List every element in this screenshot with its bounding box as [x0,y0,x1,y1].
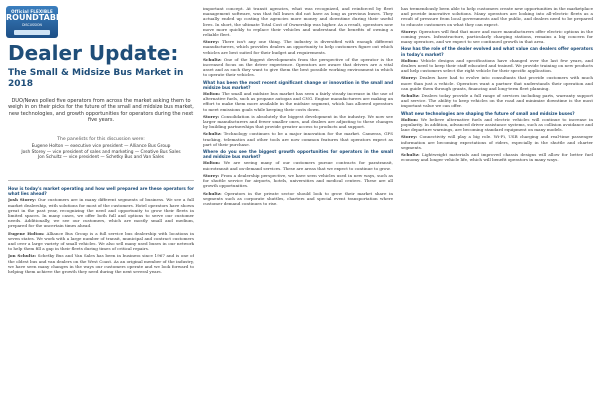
paragraph-text: Operators in the private sector should look to grow their market share in segments such as corporate shuttles, charters and special event transportation where customer demand continues to rise. [203,190,393,206]
answer-paragraph [203,39,393,55]
article-deck: DUO/News polled five operators from across the market asking them to weigh in on their picks for the future of the small and midsize bus market, new technologies, and growth opportunities for operators during the next five years. [8,98,194,124]
paragraph-text: We believe alternative fuels and electric vehicles will continue to increase in popularity. In addition, advanced driver assistance systems, such as collision avoidance and lane departure warnings, are becoming standard equipment on many models. [401,116,593,133]
speaker-name: Storey: [401,134,418,140]
paragraph-text: Alliance Bus Group is a full service bus dealership with locations in seven states. We work with a large number of transit, municipal and contract customers and over a large variety of small vehicles. We also sell many used buses in our network to help them fill a gap in their fleets during times of critical repairs. [8,230,194,252]
speaker-name: Schultz: [203,56,222,62]
speaker-name: Eugene Holton: [8,230,45,236]
paragraph-text: Schetky Bus and Van Sales has been in business since 1967 and is one of the oldest bus and van dealers on the West Coast. As an original member of the industry, we have seen many changes in the ways our customers operate and we look forward to helping them achieve the growth they need during the next several years. [8,253,194,275]
speaker-name: Schultz: [401,152,420,158]
text-column-1 [8,184,194,398]
speaker-name: Holton: [203,91,221,97]
paragraph-text: Dealers have had to evolve into consultants that provide customers with much more than just a vehicle. Operators want a partner that understands their operation and can guide them through grants, financing and long-term fleet planning. [401,75,593,91]
paragraph-text: Dealers today provide a full range of services including parts, warranty support and service. The ability to keep vehicles on the road and minimize downtime is the most important value we can offer. [401,93,593,109]
answer-paragraph [401,58,593,74]
answer-paragraph [203,91,393,112]
question-heading: Where do you see the biggest growth opportunities for operators in the small and midsize bus market? [203,149,393,160]
panelist-line: Eugene Holton — executive vice president — Alliance Bus Group [31,144,171,150]
question-heading: What new technologies are shaping the future of small and midsize buses? [401,110,575,116]
paragraph-text: Technology continues to be a major innovation for the market. Cameras, GPS tracking, telematics and other tools are now common features that operators expect as part of their purchase. [203,131,393,147]
question-heading: How has the role of the dealer evolved and what value can dealers offer operators in today's market? [401,46,593,57]
answer-paragraph [8,253,194,274]
answer-paragraph [203,6,393,37]
answer-paragraph [401,75,593,91]
answer-paragraph [203,114,393,130]
answer-paragraph [401,93,593,109]
speaker-name: Storey: [203,172,220,178]
paragraph-text: Consolidation is absolutely the biggest development in the industry. We now see larger manufacturers and fewer smaller ones, and dealers are adjusting to these changes by building partnerships that provide greater access to products and support. [203,113,393,130]
speaker-name: Schultz: [401,93,420,99]
roundtable-badge [6,6,67,38]
speaker-name: Jon Schultz: [8,253,37,259]
badge-subtitle: DISCUSSION [22,23,42,27]
paragraph-text: important concept. At transit agencies, what was recognized, and reinforced by fleet management software, was that full buses did not have as long as previous buses. They actually ended up costing the agencies more money and downtime during their useful lives. In short, the ultimate Total Cost of Ownership was higher. As a result, operators now move more quickly to replace their vehicles and understand the benefits of owning a reliable fleet. [203,6,393,38]
paragraph-text: Our customers are in many different segments of business. We see a full market dealership, with solutions for most of the customers. Hotel operators have shown great in the past year, recognizing the need and opportunity to grow their fleets in limited spaces. In many cases, we offer both full and options to serve our customer needs. Additionally, we see our customers, which are mostly small and medium, prepared for the uncertain times ahead. [8,197,194,229]
speaker-name: Holton: [401,116,419,122]
answer-paragraph [8,197,194,228]
question-heading: How is today's market operating and how well prepared are these operators for what lies ahead? [8,186,194,197]
article-title: Dealer Update: [8,41,179,65]
paragraph-text: From a dealership perspective, we have seen vehicles used in new ways, such as for shuttle service for airports, hotels, universities and medical centers. These are all growth opportunities. [203,172,393,189]
article-header [8,42,196,90]
answer-paragraph [203,173,393,189]
speaker-name: Schultz: [203,131,222,137]
speaker-name: Storey: [401,75,418,81]
panelist-line: Josh Storey — vice president of sales and marketing — Creative Bus Sales [21,149,181,155]
paragraph-text: We are seeing many of our customers pursue contracts for paratransit, microtransit and on-demand services. These are areas that we expect to continue to grow. [203,160,393,171]
speaker-name: Josh Storey: [8,197,37,203]
answer-paragraph [203,160,393,170]
text-column-2 [203,6,393,398]
answer-paragraph [401,6,593,27]
answer-paragraph [203,131,393,147]
panelist-line: Jon Schultz — vice president — Schetky Bus and Van Sales [38,155,164,161]
panelists-title: The panelists for this discussion were: [57,137,145,142]
answer-paragraph [203,191,393,207]
paragraph-text: Vehicle designs and specifications have changed over the last few years, and dealers need to keep their staff educated and trained. We provide training on new products and help customers select the right vehicle for their specific application. [401,57,593,74]
answer-paragraph [401,134,593,150]
speaker-name: Storey: [203,39,220,45]
badge-title: ROUNDTABLE [6,13,67,22]
panelists-box [8,137,194,161]
answer-paragraph [401,152,593,162]
paragraph-text: Lightweight materials and improved chassis designs will allow for better fuel economy and longer vehicle life, which will benefit operators in many ways. [401,152,593,163]
paragraph-text: There isn't any one thing. The industry is diversified with enough different manufacturers, which provides dealers an opportunity to help customers figure out which vehicles are best suited for their budget and requirements. [203,39,393,55]
text-column-3 [401,6,593,398]
answer-paragraph [203,57,393,78]
answer-paragraph [401,117,593,133]
speaker-name: Schultz: [203,190,222,196]
answer-paragraph [8,231,194,252]
speaker-name: Storey: [203,113,220,119]
speaker-name: Storey: [401,28,418,34]
speaker-name: Holton: [401,57,419,63]
answer-paragraph [401,29,593,45]
question-heading: What has been the most recent significant change or innovation in the small and midsize bus market? [203,79,393,90]
paragraph-text: Operators will find that more and more manufacturers offer electric options in the coming years. Infrastructure, particularly charging stations, remains a big concern for many operators, and we expect to see continued growth in that area. [401,28,593,45]
article-subtitle: The Small & Midsize Bus Market in 2018 [8,68,184,89]
divider [8,180,194,181]
bus-graphic [14,30,50,35]
paragraph-text: has tremendously been able to help customers create new opportunities in the marketplace and provide innovative solutions. Many operators are looking into all-electric fleets as a result of pressure from local governments and the public, and dealers need to be prepared to educate customers on what they can expect. [401,6,593,27]
paragraph-text: One of the biggest developments from the perspective of the operator is the increased focus on the driver experience. Operators are aware that drivers are a vital asset and as such they want to give them the best possible working environment in which to operate their vehicles. [203,56,393,78]
paragraph-text: Connectivity will play a big role. Wi-Fi, USB charging and real-time passenger information are becoming expectations of riders, especially in the shuttle and charter segments. [401,134,593,150]
speaker-name: Holton: [203,160,221,166]
badge-top-text: Official FLEXIBLE [11,9,53,14]
paragraph-text: The small and midsize bus market has seen a fairly steady increase in the use of alternative fuels, such as propane autogas and CNG. Engine manufacturers are making an effort to make them more available in the midsize segment, which has allowed operators to meet emissions goals while keeping their costs down. [203,91,393,112]
